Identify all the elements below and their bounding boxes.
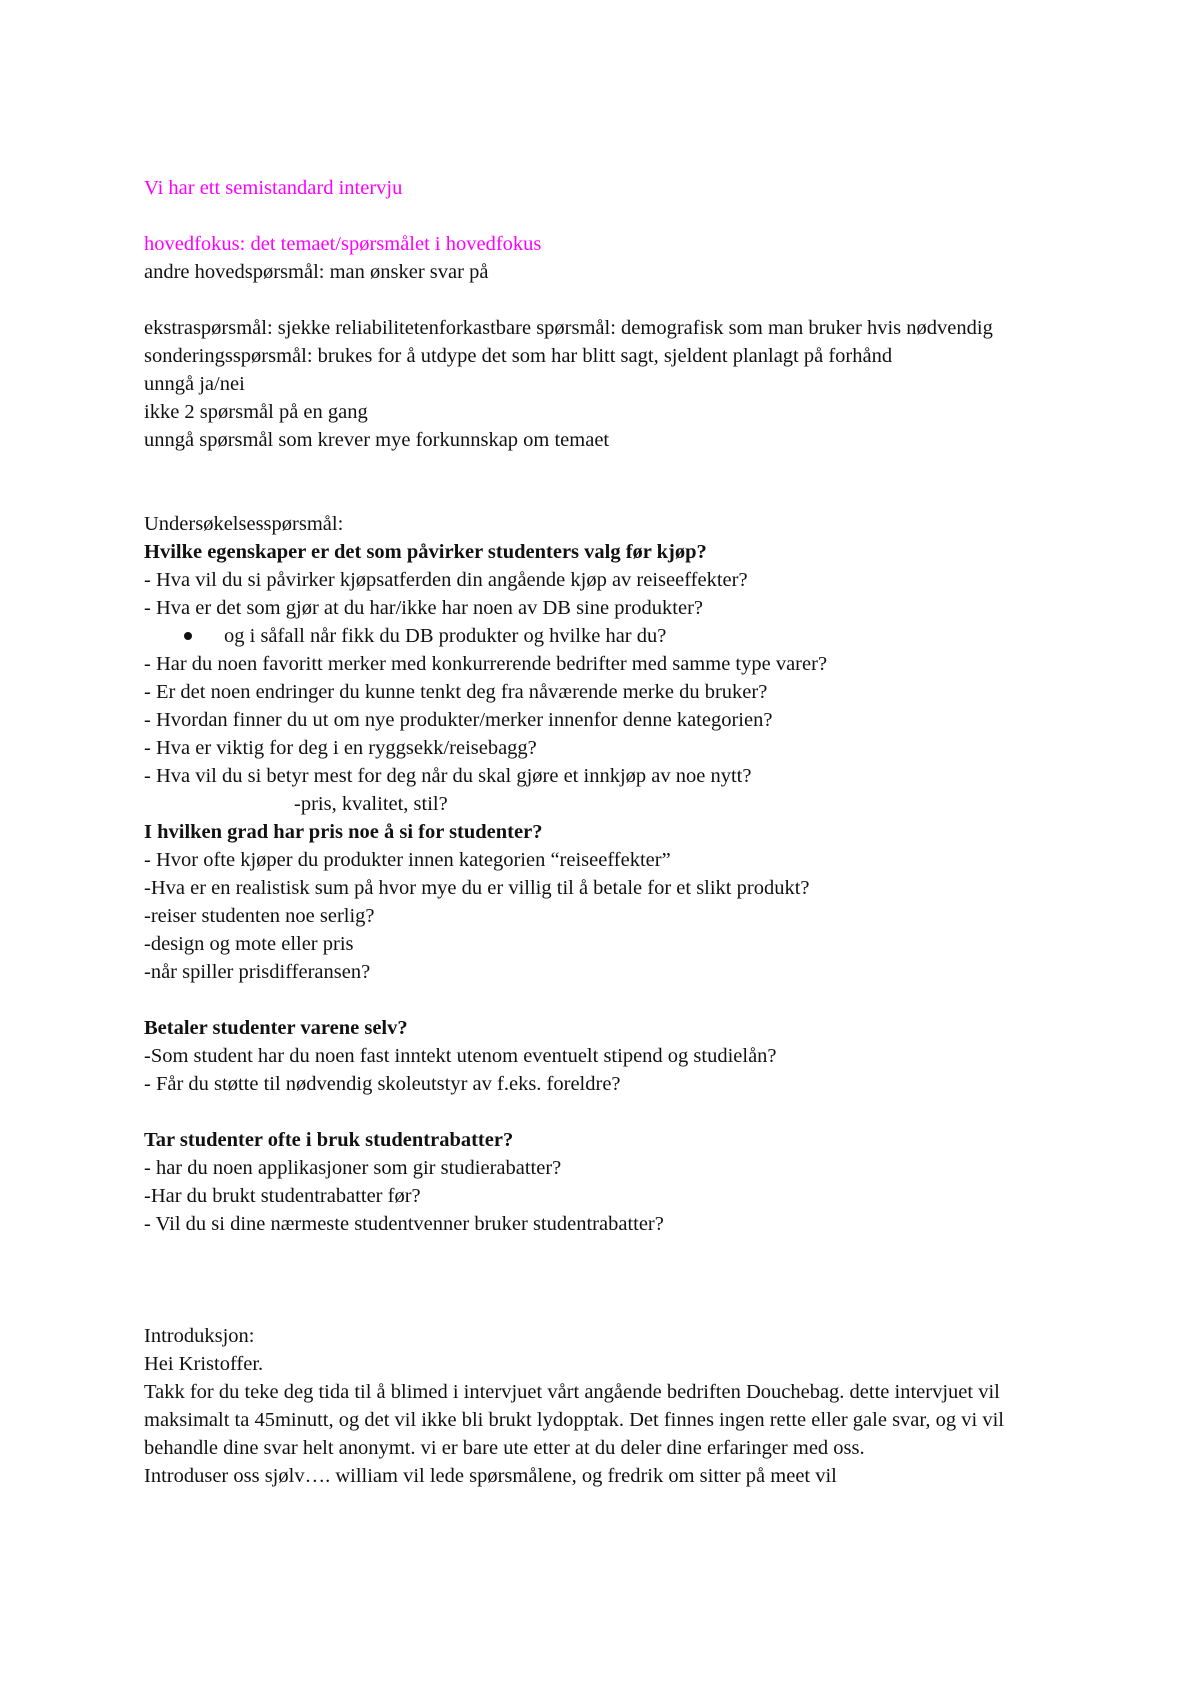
intro-paragraph: Takk for du teke deg tida til å blimed i intervjuet vårt angående bedriften Douchebag. dette intervjuet vil maksimalt ta 45minutt, og det vil ikke bli brukt lydopptak. Det finnes ingen rette eller gale svar, og vi vil behandle dine svar helt anonymt. vi er bare ute etter at du deler dine erfaringer med oss. [144,1381,1004,1459]
ikke-2-sporsmal-line: ikke 2 spørsmål på en gang [144,401,368,423]
intro-last-line: Introduser oss sjølv…. william vil lede spørsmålene, og fredrik om sitter på meet vil [144,1465,837,1487]
section4-question: - Vil du si dine nærmeste studentvenner bruker studentrabatter? [144,1213,664,1235]
section4-question: -Har du brukt studentrabatter før? [144,1185,421,1207]
section1-heading: Hvilke egenskaper er det som påvirker studenters valg før kjøp? [144,541,707,563]
andre-hovedsporsmal-line: andre hovedspørsmål: man ønsker svar på [144,261,489,283]
unnga-janei-line: unngå ja/nei [144,373,245,395]
section1-question: - Hva vil du si betyr mest for deg når du skal gjøre et innkjøp av noe nytt? [144,765,752,787]
section4-heading: Tar studenter ofte i bruk studentrabatter? [144,1129,514,1151]
document-body [144,174,1074,1490]
section1-subline: -pris, kvalitet, stil? [294,793,448,815]
section3-heading: Betaler studenter varene selv? [144,1017,408,1039]
section1-question: - Har du noen favoritt merker med konkurrerende bedrifter med samme type varer? [144,653,828,675]
section1-question: - Hva er viktig for deg i en ryggsekk/reisebagg? [144,737,537,759]
section2-question: -design og mote eller pris [144,933,354,955]
section2-question: -Hva er en realistisk sum på hvor mye du er villig til å betale for et slikt produkt? [144,877,810,899]
section2-question: - Hvor ofte kjøper du produkter innen kategorien “reiseeffekter” [144,849,671,871]
section1-question: - Hva er det som gjør at du har/ikke har noen av DB sine produkter? [144,597,704,619]
bullet-icon [184,632,192,640]
section3-question: - Får du støtte til nødvendig skoleutstyr av f.eks. foreldre? [144,1073,621,1095]
intro-label: Introduksjon: [144,1325,255,1347]
doc-title: Vi har ett semistandard intervju [144,177,403,199]
undersokelse-label: Undersøkelsesspørsmål: [144,513,344,535]
section2-heading: I hvilken grad har pris noe å si for studenter? [144,821,543,843]
section1-question: - Hva vil du si påvirker kjøpsatferden din angående kjøp av reiseeffekter? [144,569,748,591]
section3-question: -Som student har du noen fast inntekt utenom eventuelt stipend og studielån? [144,1045,777,1067]
bullet-text: og i såfall når fikk du DB produkter og hvilke har du? [224,625,667,647]
section1-question: - Hvordan finner du ut om nye produkter/merker innenfor denne kategorien? [144,709,773,731]
section1-bullet-item [144,622,1074,650]
hovedfokus-line: hovedfokus: det temaet/spørsmålet i hovedfokus [144,233,542,255]
section4-question: - har du noen applikasjoner som gir studierabatter? [144,1157,562,1179]
ekstrasporsmal-line: ekstraspørsmål: sjekke reliabilitetenforkastbare spørsmål: demografisk som man bruker hvis nødvendig [144,317,993,339]
unnga-forkunnskap-line: unngå spørsmål som krever mye forkunnskap om temaet [144,429,610,451]
intro-greeting: Hei Kristoffer. [144,1353,264,1375]
sonderingssporsmal-line: sonderingsspørsmål: brukes for å utdype det som har blitt sagt, sjeldent planlagt på forhånd [144,345,893,367]
section2-question: -når spiller prisdifferansen? [144,961,371,983]
section2-question: -reiser studenten noe serlig? [144,905,375,927]
section1-question: - Er det noen endringer du kunne tenkt deg fra nåværende merke du bruker? [144,681,768,703]
